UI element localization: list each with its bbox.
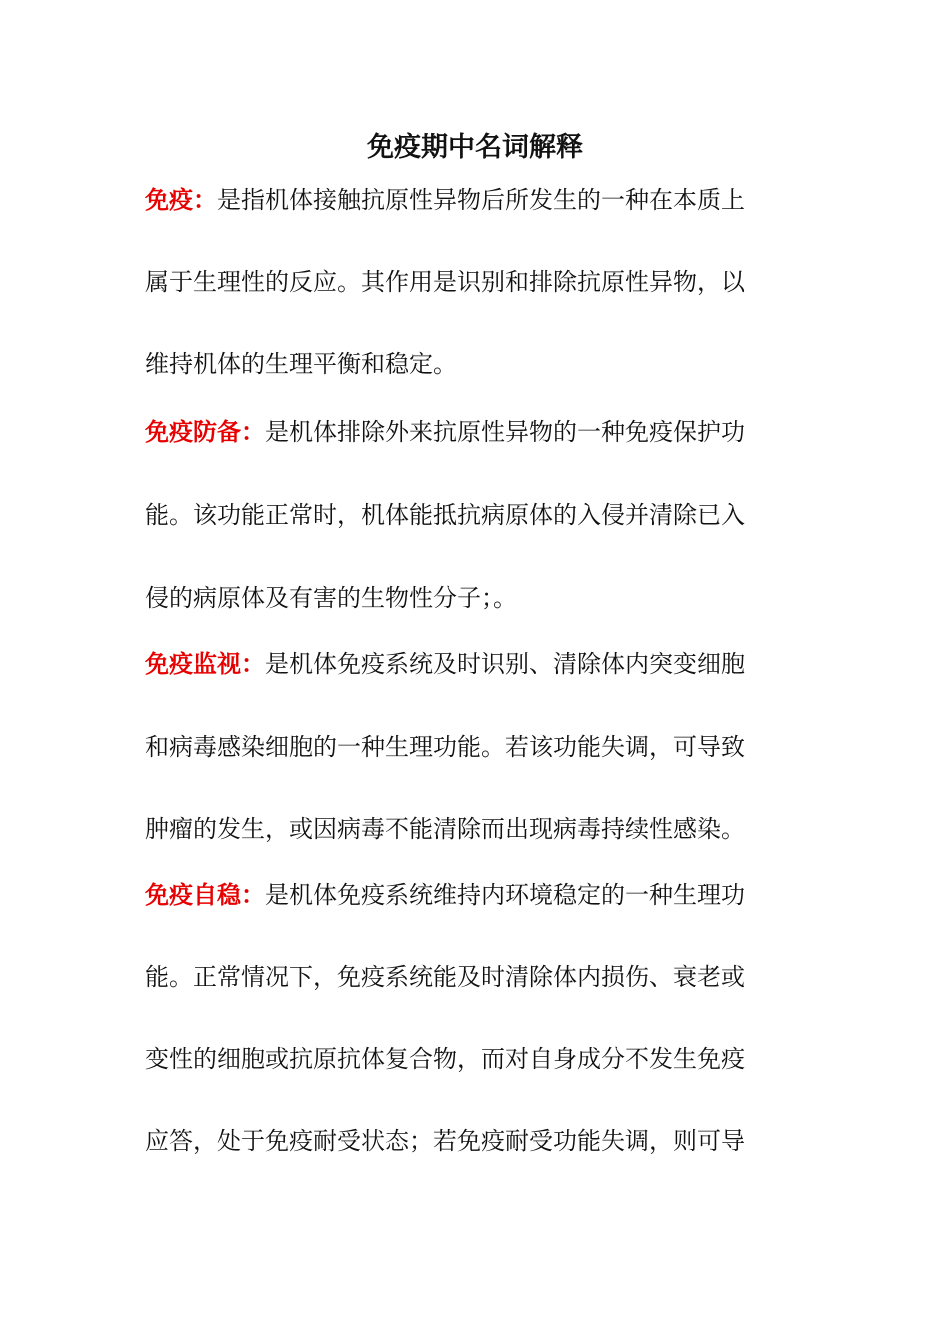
term-immune-surveillance: 免疫监视：	[145, 650, 265, 678]
entry-immunity-line-2: 属于生理性的反应。其作用是识别和排除抗原性异物，以	[145, 268, 745, 296]
definition-text: 是指机体接触抗原性异物后所发生的一种在本质上	[217, 186, 745, 214]
definition-text: 是机体免疫系统及时识别、清除体内突变细胞	[265, 650, 745, 678]
term-immune-defense: 免疫防备：	[145, 418, 265, 446]
entry-homeostasis-line-4: 应答，处于免疫耐受状态；若免疫耐受功能失调，则可导	[145, 1127, 745, 1155]
entry-surveillance-line-2: 和病毒感染细胞的一种生理功能。若该功能失调，可导致	[145, 733, 745, 761]
entry-homeostasis-line-2: 能。正常情况下，免疫系统能及时清除体内损伤、衰老或	[145, 963, 745, 991]
page-title: 免疫期中名词解释	[367, 132, 583, 163]
entry-homeostasis-line-1	[145, 877, 785, 913]
term-immunity: 免疫：	[145, 186, 217, 214]
entry-defense-line-1	[145, 414, 785, 450]
entry-homeostasis-line-3: 变性的细胞或抗原抗体复合物，而对自身成分不发生免疫	[145, 1045, 745, 1073]
entry-surveillance-line-3: 肿瘤的发生，或因病毒不能清除而出现病毒持续性感染。	[145, 815, 745, 843]
term-immune-homeostasis: 免疫自稳：	[145, 881, 265, 909]
definition-text: 是机体排除外来抗原性异物的一种免疫保护功	[265, 418, 745, 446]
entry-immunity-line-3: 维持机体的生理平衡和稳定。	[145, 350, 457, 378]
entry-immunity-line-1	[145, 182, 785, 218]
definition-text: 是机体免疫系统维持内环境稳定的一种生理功	[265, 881, 745, 909]
entry-surveillance-line-1	[145, 646, 785, 682]
entry-defense-line-2: 能。该功能正常时，机体能抵抗病原体的入侵并清除已入	[145, 501, 745, 529]
entry-defense-line-3: 侵的病原体及有害的生物性分子；。	[145, 584, 517, 612]
